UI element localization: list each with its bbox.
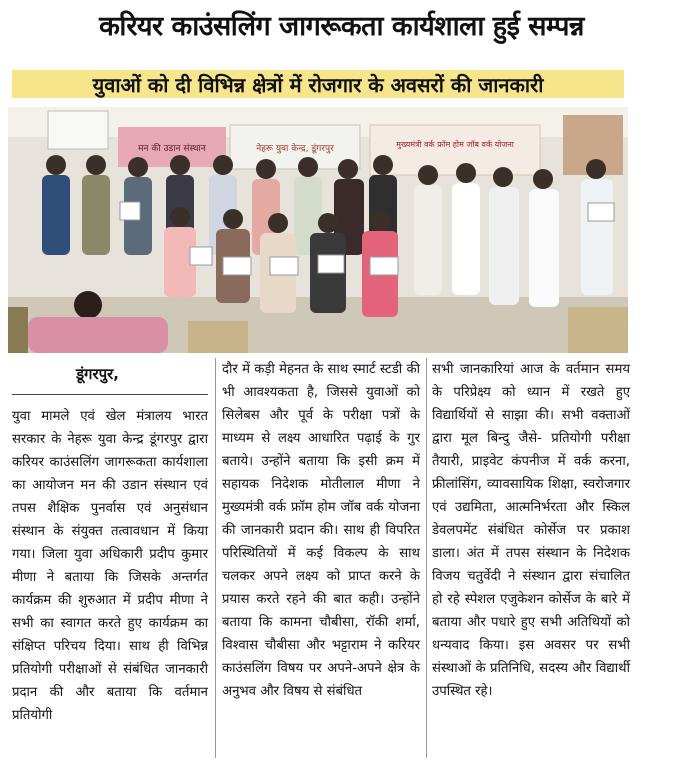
news-photo xyxy=(8,107,628,353)
column-divider-2 xyxy=(426,358,427,758)
banner-left-text: मन की उडान संस्थान xyxy=(138,144,206,154)
article-column-3: सभी जानकारियां आज के वर्तमान समय के परिप्रेक्ष्य को ध्यान में रखते हुए विद्यार्थियों से साझा की। सभी वक्ताओं द्वारा मूल बिन्दु जैसे- प्रतियोगी परीक्षा तैयारी, प्राइवेट कंपनीज में वर्क करना, फ्रीलांसिंग, व्यावसायिक शिक्षा, स्वरोजगार एवं उद्यमिता, आत्मनिर्भरता और स्किल डेवलपमेंट संबंधित कोर्सेज पर प्रकाश डाला। अंत में तपस संस्थान के निदेशक विजय चतुर्वेदी ने संस्थान द्वारा संचालित हो रहे स्पेशल एजुकेशन कोर्सेज के बारे में बताया और पधारे हुए सभी अतिथियों को धन्यवाद किया। इस अवसर पर सभी संस्थाओं के प्रतिनिधि, सदस्य और विद्यार्थी उपस्थित रहे। xyxy=(432,362,630,699)
dateline: डूंगरपुर, xyxy=(76,365,119,383)
banner-right xyxy=(370,125,540,175)
headline: करियर काउंसलिंग जागरूकता कार्यशाला हुई सम्पन्न xyxy=(99,11,584,42)
dateline-rule xyxy=(12,394,208,395)
article-column-2: दौर में कड़ी मेहनत के साथ स्मार्ट स्टडी की भी आवश्यकता है, जिससे युवाओं को सिलेबस और पूर्व के परीक्षा पत्रों के माध्यम से लक्ष्य आधारित पढ़ाई के गुर बताये। उन्होंने बताया कि इसी क्रम में सहायक निदेशक मोतीलाल मीणा ने मुख्यमंत्री वर्क फ्रॉम होम जॉब वर्क योजना की जानकारी प्रदान की। साथ ही विपरित परिस्थितियों में कई विकल्प के साथ चलकर अपने लक्ष्य को प्राप्त करने के प्रयास करते रहने की बात कही। उन्होंने बताया कि कामना चौबीसा, रॉकी शर्मा, विश्वास चौबीसा और भट्टाराम ने करियर काउंसलिंग विषय पर अपने-अपने क्षेत्र के अनुभव और विषय से संबंधित xyxy=(222,362,420,699)
subheadline: युवाओं को दी विभिन्न क्षेत्रों में रोजगार के अवसरों की जानकारी xyxy=(92,73,544,97)
banner-right-text: मुख्यमंत्री वर्क फ्रॉम होम जॉब वर्क योजना xyxy=(396,140,514,149)
banner-mid-text: नेहरू युवा केन्द्र, डूंगरपुर xyxy=(256,144,334,154)
column-divider-1 xyxy=(215,358,216,758)
article-column-1: युवा मामले एवं खेल मंत्रालय भारत सरकार के नेहरू युवा केन्द्र डूंगरपुर द्वारा करियर काउंसलिंग जागरूकता कार्यशाला का आयोजन मन की उडान संस्थान एवं तपस शैक्षिक पुनर्वास एवं अनुसंधान संस्थान के संयुक्त तत्वावधान में किया गया। जिला युवा अधिकारी प्रदीप कुमार मीणा ने बताया कि जिसके अन्तर्गत कार्यक्रम की शुरुआत में प्रदीप मीणा ने सभी का स्वागत करते हुए कार्यक्रम का संक्षिप्त परिचय दिया। साथ ही विभिन्न प्रतियोगी परीक्षाओं से संबंधित जानकारी प्रदान की और बताया कि वर्तमान प्रतियोगी xyxy=(12,409,208,723)
